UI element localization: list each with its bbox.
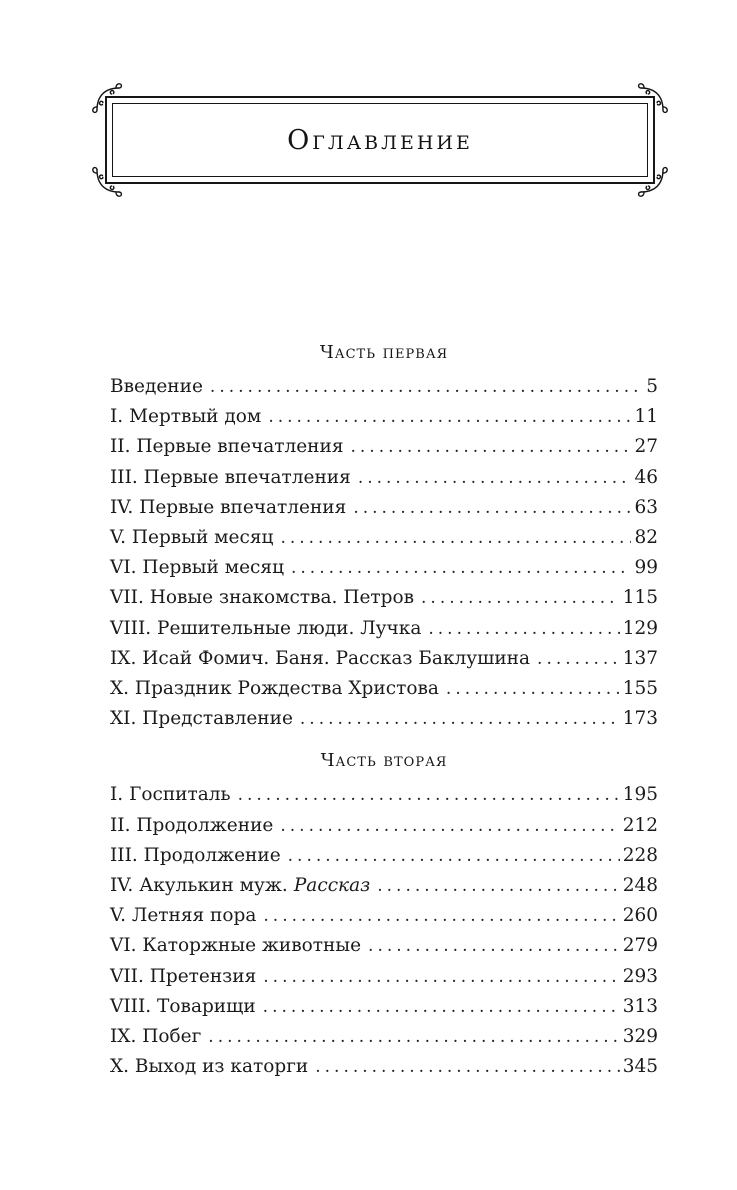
toc-entry-list bbox=[110, 372, 658, 734]
corner-flourish-icon bbox=[92, 83, 124, 115]
dot-leader bbox=[537, 644, 620, 674]
toc-entry-page-number: 195 bbox=[622, 784, 658, 806]
toc-entry bbox=[110, 811, 658, 841]
toc-entry-title: III. Первые впечатления bbox=[110, 466, 351, 488]
toc-entry-title: X. Праздник Рождества Христова bbox=[110, 678, 439, 700]
dot-leader bbox=[263, 901, 619, 931]
table-of-contents bbox=[110, 342, 658, 1082]
title-frame-inner-border bbox=[112, 103, 648, 177]
toc-entry-list bbox=[110, 780, 658, 1082]
toc-entry bbox=[110, 704, 658, 734]
toc-entry-title: V. Летняя пора bbox=[110, 905, 257, 927]
corner-flourish-icon bbox=[92, 165, 124, 197]
dot-leader bbox=[368, 931, 620, 961]
toc-entry-page-number: 46 bbox=[634, 466, 658, 488]
toc-entry-title: VIII. Товарищи bbox=[110, 995, 256, 1017]
toc-entry-page-number: 212 bbox=[622, 814, 658, 836]
toc-entry-page-number: 5 bbox=[646, 376, 658, 397]
toc-entry bbox=[110, 901, 658, 931]
toc-entry-page-number: 115 bbox=[622, 587, 658, 609]
toc-entry bbox=[110, 432, 658, 462]
part-heading: Часть вторая bbox=[320, 750, 448, 772]
toc-entry-title: II. Продолжение bbox=[110, 814, 274, 836]
toc-entry-title: V. Первый месяц bbox=[110, 527, 274, 549]
toc-entry-page-number: 248 bbox=[622, 875, 658, 897]
toc-part-1 bbox=[110, 342, 658, 734]
toc-entry-title: IX. Побег bbox=[110, 1026, 202, 1048]
toc-entry-title: II. Первые впечатления bbox=[110, 436, 344, 458]
toc-entry-page-number: 279 bbox=[622, 935, 658, 957]
part-heading: Часть первая bbox=[319, 342, 449, 363]
toc-entry-page-number: 313 bbox=[622, 995, 658, 1017]
toc-entry-title: Введение bbox=[110, 376, 203, 397]
dot-leader bbox=[263, 962, 619, 992]
toc-entry-page-number: 173 bbox=[622, 708, 658, 730]
toc-entry bbox=[110, 553, 658, 583]
dot-leader bbox=[446, 674, 620, 704]
toc-entry-page-number: 155 bbox=[622, 678, 658, 700]
toc-entry-title: I. Госпиталь bbox=[110, 784, 231, 806]
toc-entry-title: VII. Претензия bbox=[110, 965, 257, 987]
toc-entry bbox=[110, 1052, 658, 1082]
toc-entry bbox=[110, 992, 658, 1022]
toc-entry-page-number: 11 bbox=[634, 406, 658, 428]
toc-entry-title: IV. Первые впечатления bbox=[110, 496, 347, 518]
toc-entry-title: IV. Акулькин муж. Рассказ bbox=[110, 875, 371, 897]
dot-leader bbox=[428, 614, 619, 644]
toc-entry-title: VI. Первый месяц bbox=[110, 557, 284, 579]
toc-entry-title: VI. Каторжные животные bbox=[110, 935, 362, 957]
toc-entry bbox=[110, 372, 658, 402]
dot-leader bbox=[280, 523, 631, 553]
toc-entry-page-number: 99 bbox=[634, 557, 658, 579]
toc-entry bbox=[110, 962, 658, 992]
toc-entry bbox=[110, 841, 658, 871]
toc-entry-page-number: 63 bbox=[634, 496, 658, 518]
toc-entry-title: X. Выход из каторги bbox=[110, 1056, 309, 1078]
toc-entry-page-number: 27 bbox=[634, 436, 658, 458]
corner-flourish-icon bbox=[636, 83, 668, 115]
toc-entry-page-number: 329 bbox=[622, 1026, 658, 1048]
page-title: Оглавление bbox=[287, 124, 473, 156]
title-frame bbox=[105, 96, 655, 184]
dot-leader bbox=[288, 841, 620, 871]
toc-entry bbox=[110, 463, 658, 493]
toc-entry-title: III. Продолжение bbox=[110, 844, 281, 866]
dot-leader bbox=[210, 372, 643, 402]
toc-part-2 bbox=[110, 750, 658, 1082]
dot-leader bbox=[300, 704, 620, 734]
dot-leader bbox=[291, 553, 631, 583]
toc-entry-title: VIII. Решительные люди. Лучка bbox=[110, 617, 422, 639]
toc-entry bbox=[110, 871, 658, 901]
toc-entry bbox=[110, 614, 658, 644]
toc-entry-page-number: 260 bbox=[622, 905, 658, 927]
dot-leader bbox=[263, 992, 620, 1022]
dot-leader bbox=[208, 1022, 619, 1052]
toc-entry-page-number: 129 bbox=[622, 617, 658, 639]
toc-entry bbox=[110, 402, 658, 432]
toc-entry-page-number: 345 bbox=[622, 1056, 658, 1078]
toc-entry bbox=[110, 583, 658, 613]
dot-leader bbox=[351, 432, 632, 462]
toc-entry-title: VII. Новые знакомства. Петров bbox=[110, 587, 415, 609]
toc-entry-page-number: 137 bbox=[622, 647, 658, 669]
dot-leader bbox=[353, 493, 631, 523]
toc-entry bbox=[110, 493, 658, 523]
toc-entry-page-number: 82 bbox=[634, 527, 658, 549]
toc-entry bbox=[110, 1022, 658, 1052]
dot-leader bbox=[268, 402, 631, 432]
toc-entry-title: IX. Исай Фомич. Баня. Рассказ Баклушина bbox=[110, 647, 531, 669]
dot-leader bbox=[377, 871, 619, 901]
toc-entry bbox=[110, 780, 658, 810]
toc-entry bbox=[110, 674, 658, 704]
toc-entry-page-number: 228 bbox=[622, 844, 658, 866]
corner-flourish-icon bbox=[636, 165, 668, 197]
toc-entry-page-number: 293 bbox=[622, 965, 658, 987]
dot-leader bbox=[238, 780, 620, 810]
dot-leader bbox=[358, 463, 632, 493]
dot-leader bbox=[280, 811, 619, 841]
toc-entry-title: XI. Представление bbox=[110, 708, 293, 730]
toc-entry bbox=[110, 931, 658, 961]
toc-entry-title: I. Мертвый дом bbox=[110, 406, 262, 428]
toc-entry bbox=[110, 644, 658, 674]
toc-entry bbox=[110, 523, 658, 553]
dot-leader bbox=[421, 583, 620, 613]
dot-leader bbox=[315, 1052, 619, 1082]
